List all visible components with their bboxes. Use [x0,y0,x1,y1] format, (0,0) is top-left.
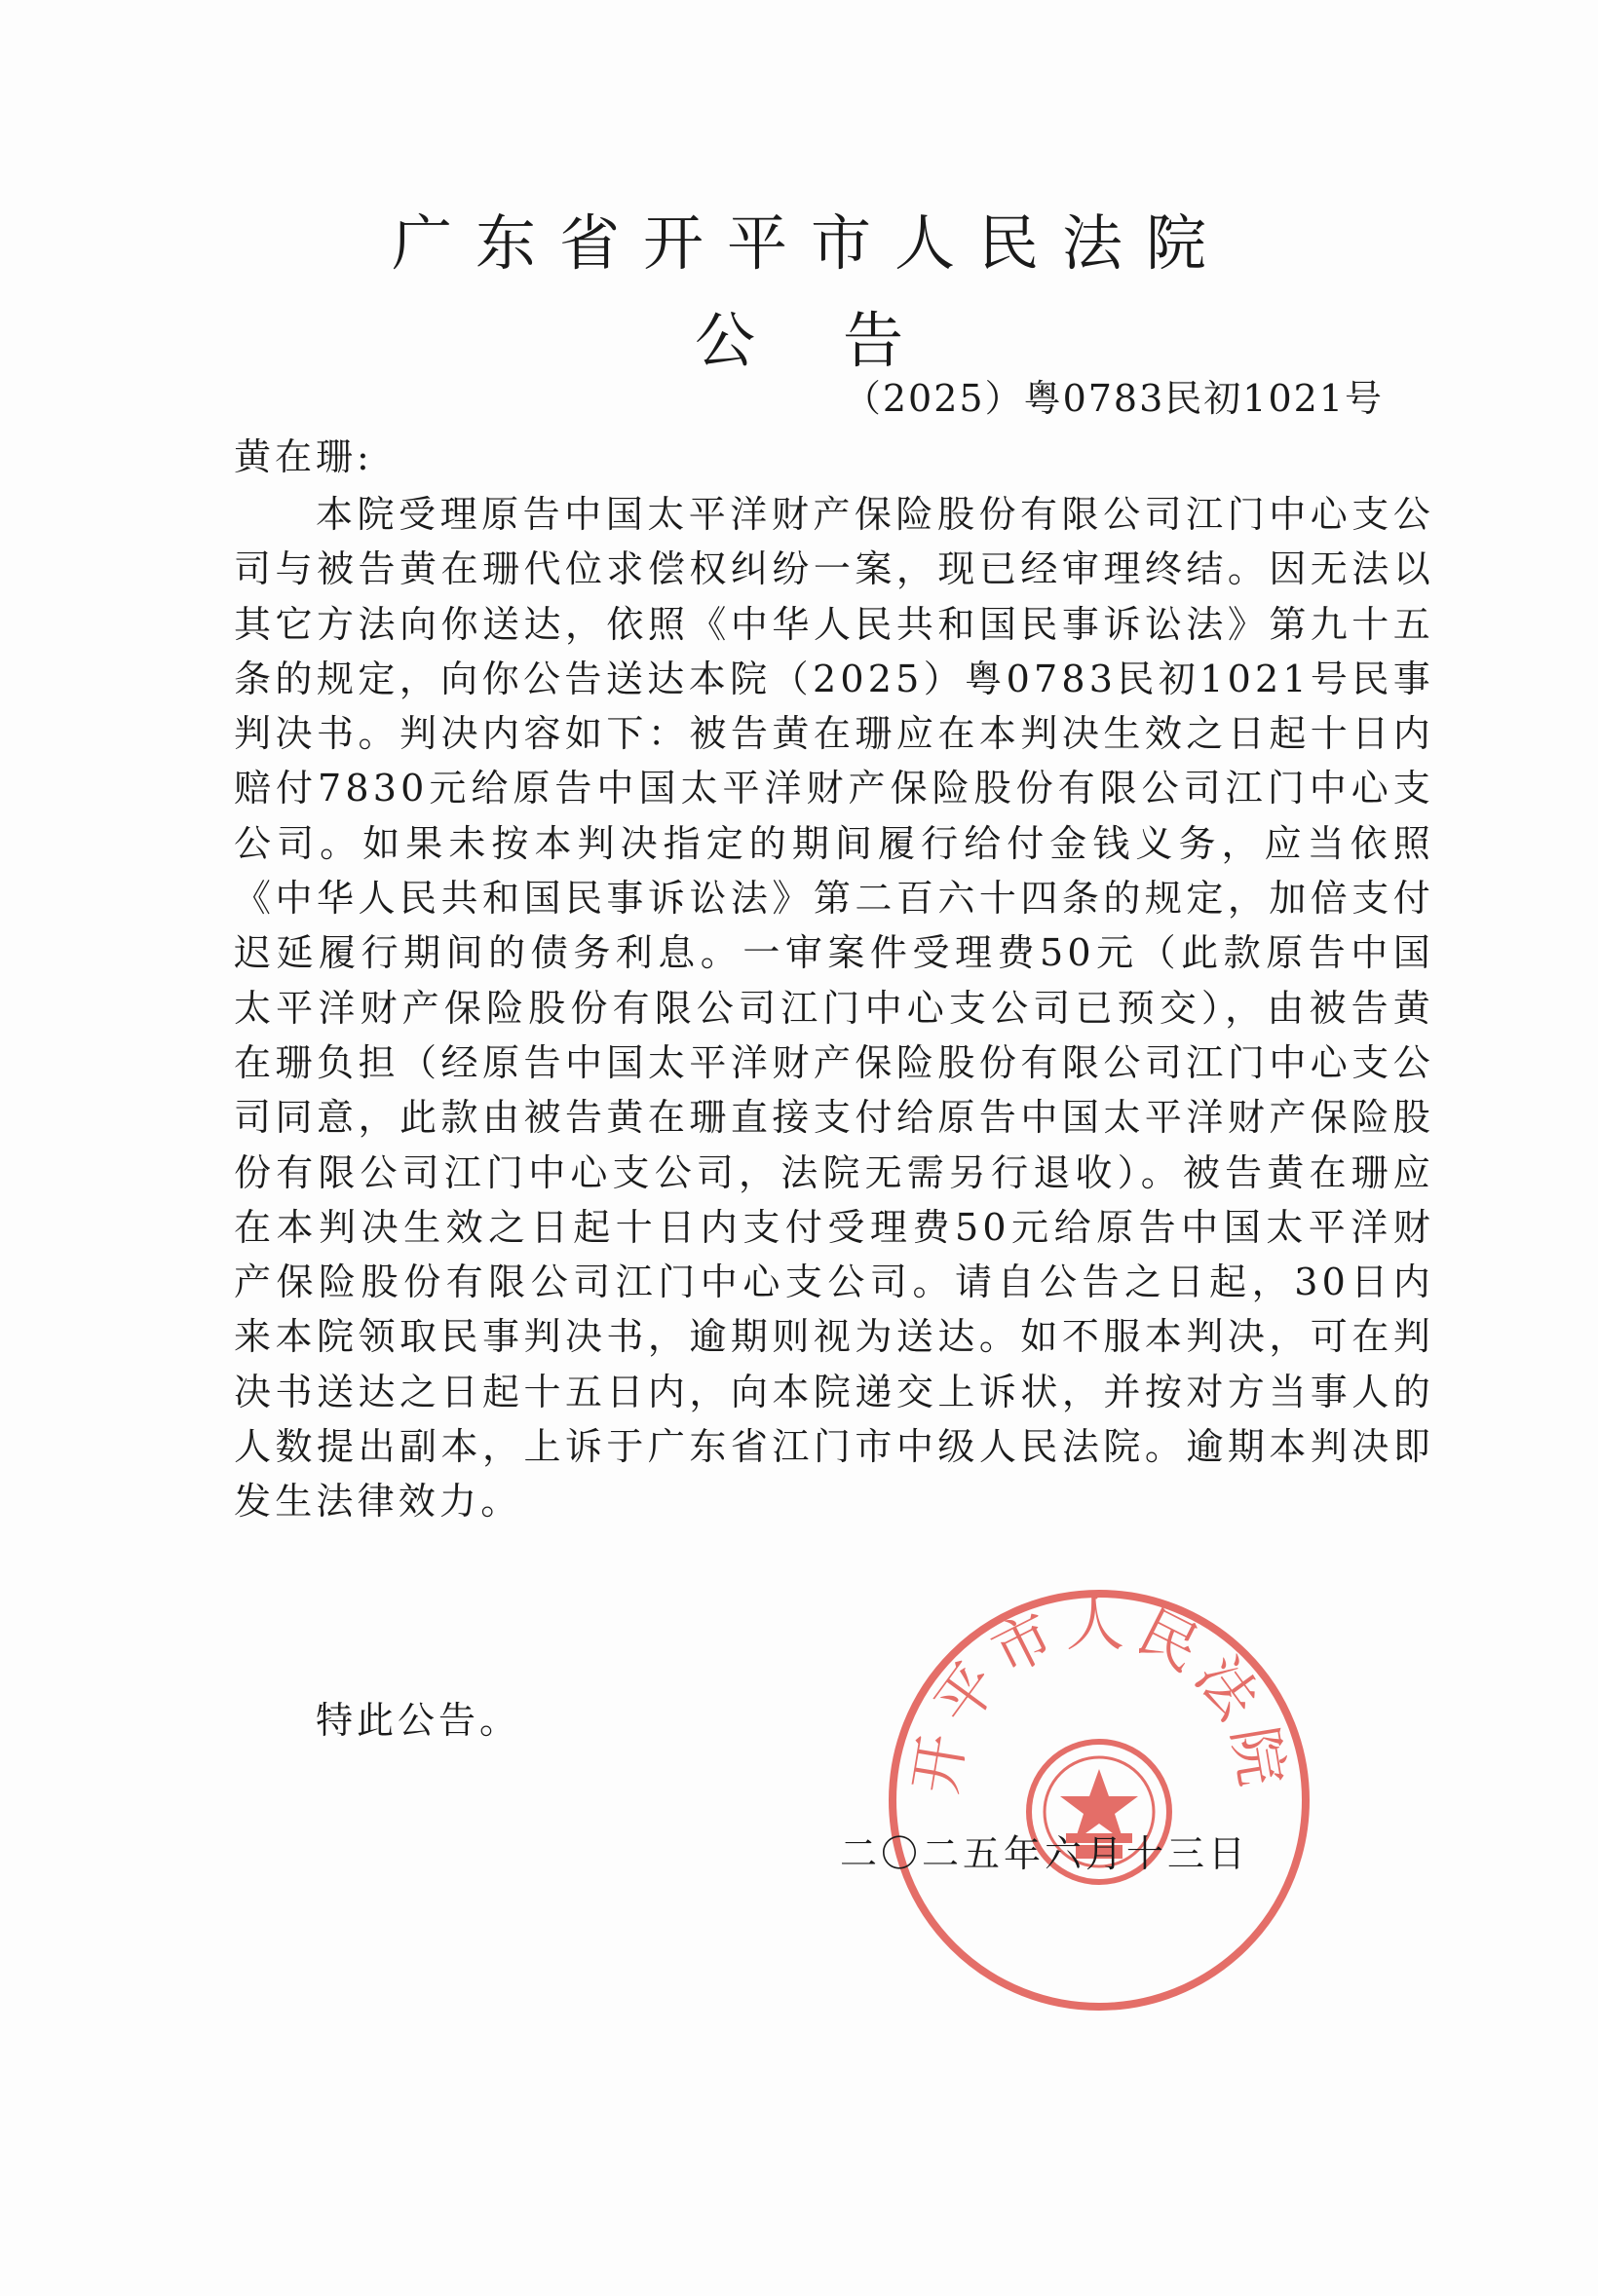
case-number: （2025）粤0783民初1021号 [843,377,1384,420]
court-seal-stamp [885,1586,1313,2014]
notice-title: 公告 [694,305,991,376]
addressee: 黄在珊: [234,435,373,478]
seal-text [901,1592,1297,1798]
issue-date: 二〇二五年六月十三日 [840,1832,1250,1875]
court-name: 广东省开平市人民法院 [391,207,1230,279]
notice-body: 本院受理原告中国太平洋财产保险股份有限公司江门中心支公司与被告黄在珊代位求偿权纠纷一案，现已经审理终结。因无法以其它方法向你送达，依照《中华人民共和国民事诉讼法》第九十五条的规定，向你公告送达本院（2025）粤0783民初1021号民事判决书。判决内容如下：被告黄在珊应在本判决生效之日起十日内赔付7830元给原告中国太平洋财产保险股份有限公司江门中心支公司。如果未按本判决指定的期间履行给付金钱义务，应当依照《中华人民共和国民事诉讼法》第二百六十四条的规定，加倍支付迟延履行期间的债务利息。一审案件受理费50元（此款原告中国太平洋财产保险股份有限公司江门中心支公司已预交），由被告黄在珊负担（经原告中国太平洋财产保险股份有限公司江门中心支公司同意，此款由被告黄在珊直接支付给原告中国太平洋财产保险股份有限公司江门中心支公司，法院无需另行退收）。被告黄在珊应在本判决生效之日起十日内支付受理费50元给原告中国太平洋财产保险股份有限公司江门中心支公司。请自公告之日起，30日内来本院领取民事判决书，逾期则视为送达。如不服本判决，可在判决书送达之日起十五日内，向本院递交上诉状，并按对方当事人的人数提出副本，上诉于广东省江门市中级人民法院。逾期本判决即发生法律效力。 [234,493,1434,1524]
seal-text-path: 开平市人民法院 [901,1591,1297,1799]
closing-statement: 特此公告。 [316,1699,521,1742]
